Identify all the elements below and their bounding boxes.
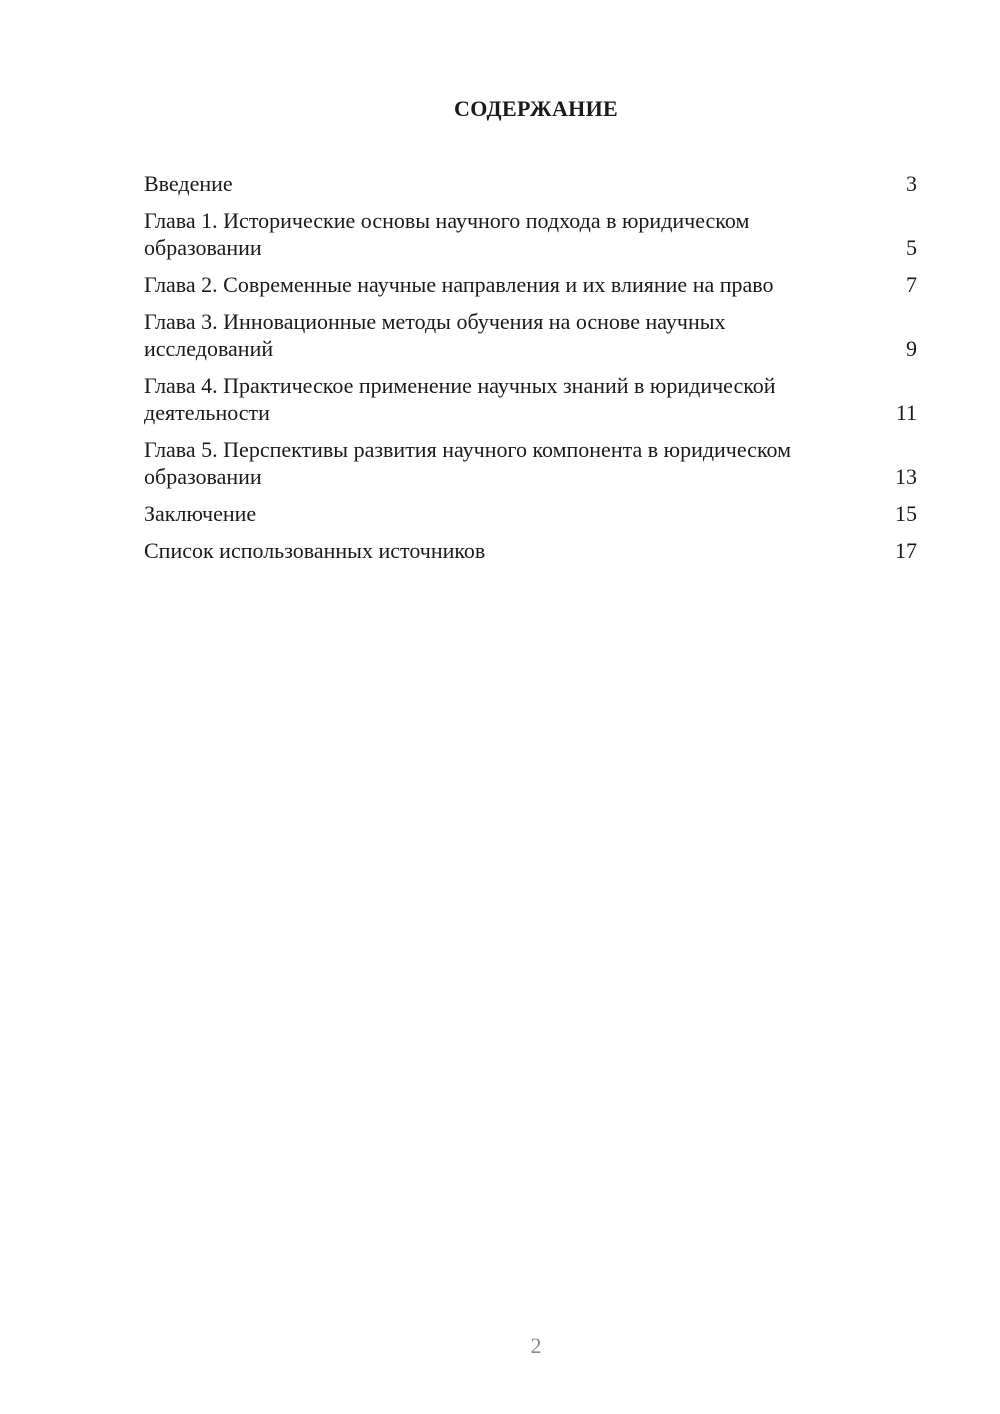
toc-entry-title: Глава 4. Практическое применение научных знаний в юридической деятельности: [144, 373, 776, 425]
table-of-contents: [144, 170, 920, 574]
page-title: СОДЕРЖАНИЕ: [454, 96, 618, 121]
toc-entry-introduction: [144, 170, 920, 197]
toc-entry-chapter-2: [144, 271, 920, 298]
toc-entry-page: 17: [895, 538, 917, 563]
toc-entry-title: Заключение: [144, 501, 257, 526]
toc-entry-page: 15: [895, 501, 917, 526]
toc-entry-references: [144, 537, 920, 564]
toc-entry-chapter-4: [144, 372, 920, 426]
toc-entry-chapter-5: [144, 436, 920, 490]
toc-entry-title: Глава 2. Современные научные направления и их влияние на право: [144, 272, 774, 297]
toc-entry-title: Введение: [144, 171, 233, 196]
toc-entry-title: Список использованных источников: [144, 538, 486, 563]
toc-entry-conclusion: [144, 500, 920, 527]
toc-entry-page: 9: [906, 336, 917, 361]
toc-entry-page: 5: [906, 235, 917, 260]
toc-entry-title: Глава 1. Исторические основы научного подхода в юридическом образовании: [144, 208, 750, 260]
toc-entry-chapter-3: [144, 308, 920, 362]
toc-entry-title: Глава 5. Перспективы развития научного компонента в юридическом образовании: [144, 437, 792, 489]
toc-entry-page: 13: [895, 464, 917, 489]
toc-entry-title: Глава 3. Инновационные методы обучения на основе научных исследований: [144, 309, 726, 361]
toc-entry-page: 3: [906, 171, 917, 196]
page-number: 2: [530, 1333, 542, 1358]
toc-entry-chapter-1: [144, 207, 920, 261]
toc-entry-page: 11: [895, 400, 917, 425]
toc-entry-page: 7: [906, 272, 917, 297]
